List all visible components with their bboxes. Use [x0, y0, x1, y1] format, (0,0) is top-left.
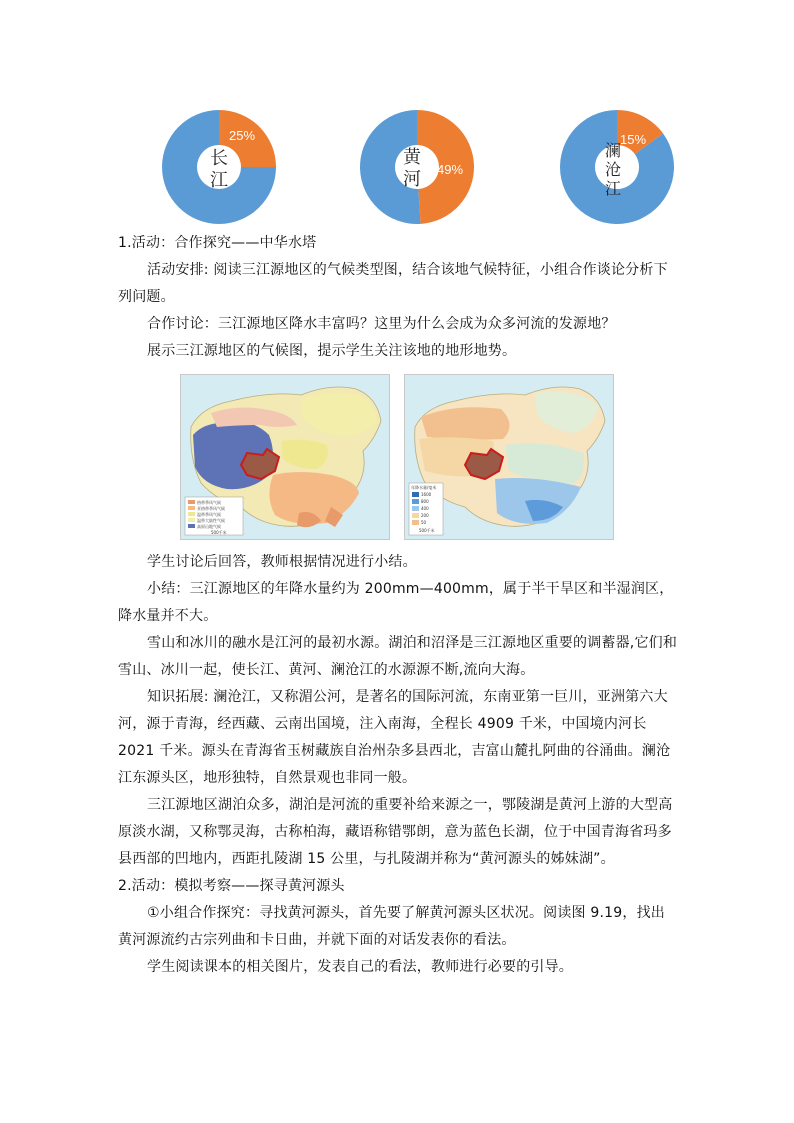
center-label-char: 江 — [604, 179, 622, 198]
data-label: 25% — [228, 128, 256, 143]
map-legend-title: 年降水量/毫米 — [411, 485, 437, 490]
paragraph: 雪山和冰川的融水是江河的最初水源。湖泊和沼泽是三江源地区重要的调蓄器,它们和雪山、冰川一起，使长江、黄河、澜沧江的水源源不断,流向大海。 — [118, 635, 678, 678]
heading-activity-2: 2.活动：模拟考察——探寻黄河源头 — [118, 878, 345, 894]
paragraph: ①小组合作探究：寻找黄河源头，首先要了解黄河源头区状况。阅读图 9.19，找出黄河源流约古宗列曲和卡日曲，并就下面的对话发表你的看法。 — [118, 905, 665, 948]
data-label: 49% — [436, 162, 464, 177]
donut-chart-lancangjiang — [558, 108, 676, 226]
climate-type-map-svg — [181, 375, 389, 539]
paragraph: 知识拓展: 澜沧江，又称湄公河，是著名的国际河流，东南亚第一巨川，亚洲第六大河，源于青海，经西藏、云南出国境，注入南海，全程长 4909 千米，中国境内河长 2021 千米。源头在青海省玉树藏族自治州杂多县西北，吉富山麓扎阿曲的谷涌曲。澜沧江东源头区，地形独特，自然景观也非同一般。 — [118, 689, 671, 786]
paragraph: 学生阅读课本的相关图片，发表自己的看法，教师进行必要的引导。 — [147, 959, 573, 975]
center-label-char: 江 — [210, 170, 228, 191]
center-label-char: 黄 — [403, 147, 421, 168]
data-label: 15% — [619, 132, 647, 147]
map-legend-label: 50 — [421, 520, 427, 525]
map-legend-label: 温带季风气候 — [197, 512, 221, 517]
text-lower — [118, 549, 678, 981]
paragraph: 活动安排: 阅读三江源地区的气候类型图，结合该地气候特征，小组合作谈论分析下列问题。 — [118, 262, 668, 305]
paragraph: 展示三江源地区的气候图，提示学生关注该地的地形地势。 — [147, 343, 517, 359]
climate-type-map — [180, 374, 390, 540]
heading-activity-1: 1.活动：合作探究——中华水塔 — [118, 235, 317, 251]
center-label-char: 澜 — [604, 141, 622, 160]
precipitation-map-svg — [405, 375, 613, 539]
paragraph: 三江源地区湖泊众多，湖泊是河流的重要补给来源之一，鄂陵湖是黄河上游的大型高原淡水湖，又称鄂灵海，古称柏海，藏语称错鄂朗，意为蓝色长湖，位于中国青海省玛多县西部的凹地内，西距扎陵湖 15 公里，与扎陵湖并称为“黄河源头的姊妹湖”。 — [118, 797, 673, 867]
paragraph: 合作讨论：三江源地区降水丰富吗？这里为什么会成为众多河流的发源地？ — [147, 316, 616, 332]
map-legend-label: 1600 — [421, 492, 432, 497]
map-legend-label: 400 — [421, 506, 429, 511]
map-legend-label: 高原山地气候 — [197, 524, 221, 529]
center-label-char: 长 — [210, 148, 228, 169]
map-scale-label: 500千米 — [419, 528, 435, 533]
precipitation-map — [404, 374, 614, 540]
map-legend-label: 热带季风气候 — [197, 500, 221, 505]
center-label-char: 沧 — [604, 160, 622, 179]
map-scale-label: 500千米 — [211, 530, 227, 535]
map-legend-label: 亚热带季风气候 — [197, 506, 225, 511]
map-legend-label: 800 — [421, 499, 429, 504]
donut-svg — [160, 108, 278, 226]
share-charts — [160, 108, 680, 226]
center-label-char: 河 — [403, 169, 421, 190]
map-legend-label: 200 — [421, 513, 429, 518]
map-legend-label: 温带大陆性气候 — [197, 518, 225, 523]
paragraph: 学生讨论后回答，教师根据情况进行小结。 — [147, 554, 417, 570]
donut-chart-huanghe — [358, 108, 476, 226]
climate-maps — [180, 374, 612, 540]
text-upper — [118, 230, 678, 365]
paragraph: 小结：三江源地区的年降水量约为 200mm—400mm，属于半干旱区和半湿润区，降水量并不大。 — [118, 581, 674, 624]
donut-svg — [558, 108, 676, 226]
donut-svg — [358, 108, 476, 226]
donut-chart-changjiang — [160, 108, 278, 226]
